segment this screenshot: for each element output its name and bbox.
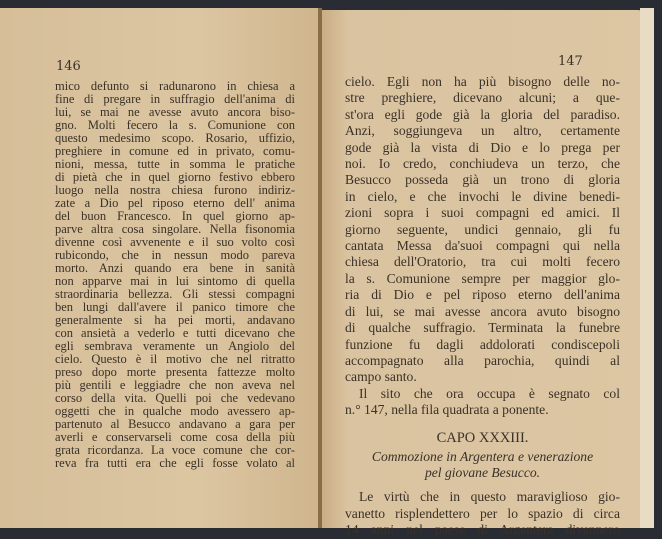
text-line: più gentili e leggiadre che non aveva nel bbox=[55, 378, 295, 392]
text-line: giorno seguente, undici gennaio, gli fu bbox=[345, 221, 620, 237]
text-line: reva fra tutti era che egli fosse volato al bbox=[55, 456, 295, 470]
left-page-text bbox=[55, 80, 295, 470]
chapter-heading: CAPO XXXIII. bbox=[436, 429, 529, 446]
text-line: n.° 147, nella fila quadrata a ponente. bbox=[345, 402, 549, 418]
text-line: ben lungi dall'avere il panico timore che bbox=[55, 300, 295, 314]
text-line: gode già la vista di Dio e lo prega per bbox=[345, 139, 620, 155]
text-line: non apparve mai in lui sintomo di quella bbox=[55, 274, 295, 288]
text-line: stre preghiere, dicevano alcuni; a que- bbox=[345, 90, 620, 106]
text-line: accompagnato alla parochia, quindi al bbox=[345, 352, 620, 368]
paragraph bbox=[345, 74, 620, 386]
text-line: egli sembrava veramente un Angiolo del bbox=[55, 339, 295, 353]
text-line: del buon Francesco. In quel giorno ap- bbox=[55, 209, 295, 223]
text-line: preso dopo morte presenta fattezze molto bbox=[55, 365, 295, 379]
text-line: oggetti che in qualche modo avessero ap- bbox=[55, 404, 295, 418]
text-line: preghiere in comune ed in privato, comu- bbox=[55, 144, 295, 158]
text-line: di pietà che in quel giorno festivo ebbero bbox=[55, 170, 295, 184]
text-line: morto. Anzi quando era bene in sanità bbox=[55, 261, 295, 275]
text-line: averli e conservarseli come cosa della più bbox=[55, 430, 295, 444]
page-edges bbox=[640, 8, 654, 528]
text-line: chiesa dell'Oratorio, tra cui molti fecero bbox=[345, 254, 620, 270]
text-line: noi. Io credo, conchiudeva un terzo, che bbox=[345, 156, 620, 172]
text-line: generalmente si ha pei morti, andavano bbox=[55, 313, 295, 327]
text-line: luogo nella nostra chiesa furono indiriz- bbox=[55, 183, 295, 197]
text-line: ria di Dio e pel riposo eterno dell'anima bbox=[345, 287, 620, 303]
text-line: Il sito che ora occupa è segnato col bbox=[359, 385, 620, 401]
text-line: st'ora egli gode già la gloria del paradiso. bbox=[345, 106, 620, 122]
chapter-title-line: pel giovane Besucco. bbox=[424, 464, 541, 480]
text-line: in cielo, e che invochi le divine benedi- bbox=[345, 188, 620, 204]
paragraph bbox=[345, 386, 620, 419]
text-line: cantata Messa da'suoi compagni qui nella bbox=[345, 238, 620, 254]
text-line: di qualche suffragio. Terminata la funebre bbox=[345, 320, 620, 336]
text-line: vanetto risplendettero per lo spazio di circa bbox=[345, 505, 620, 521]
page-number-left: 146 bbox=[56, 59, 81, 74]
paragraph bbox=[345, 489, 620, 538]
text-line: di lui, se mai avesse ancora avuto bisogno bbox=[345, 303, 620, 319]
text-line: zate a Dio pel riposo eterno dell' anima bbox=[55, 196, 295, 210]
text-line: cielo. Questo è il motivo che nel ritratto bbox=[55, 352, 295, 366]
text-line: straordinaria bellezza. Gli stessi compagni bbox=[55, 287, 295, 301]
text-line: questo medesimo scopo. Rosario, uffizio, bbox=[55, 131, 295, 145]
chapter-title-line: Commozione in Argentera e venerazione bbox=[371, 448, 594, 464]
text-line: grata ricordanza. La voce comune che cor- bbox=[55, 443, 295, 457]
text-line: partenuto al Besucco andavano a gara per bbox=[55, 417, 295, 431]
text-line: lui, se mai ne avesse avuto ancora biso- bbox=[55, 105, 295, 119]
text-line: corso della vita. Quelli poi che vedevano bbox=[55, 391, 295, 405]
chapter-title bbox=[345, 449, 620, 482]
text-line: parve altra cosa singolare. Nella fisonomia bbox=[55, 222, 295, 236]
text-line: zioni sopra i suoi compagni ed amici. Il bbox=[345, 205, 620, 221]
book-gutter bbox=[318, 8, 322, 528]
text-line: Le virtù che in questo maraviglioso gio- bbox=[359, 489, 620, 505]
text-line: Anzi, soggiungeva un altro, certamente bbox=[345, 123, 620, 139]
text-line: Besucco posseda già un trono di gloria bbox=[345, 172, 620, 188]
text-line: funzione fu dagli addolorati condiscepoli bbox=[345, 336, 620, 352]
text-line: con ansietà a vederlo e tutti dicevano che bbox=[55, 326, 295, 340]
text-line: gno. Molti fecero la s. Comunione con bbox=[55, 118, 295, 132]
text-line: 14 anni nel paese di Argentera divennero bbox=[345, 522, 620, 538]
text-line: nioni, messa, tutte in somma le pratiche bbox=[55, 157, 295, 171]
text-line: divenne così avvenente e il suo volto così bbox=[55, 235, 295, 249]
text-line: fine di pregare in suffragio dell'anima di bbox=[55, 92, 295, 106]
text-line: la s. Comunione sempre per maggior glo- bbox=[345, 270, 620, 286]
text-line: rubicondo, che in nessun modo pareva bbox=[55, 248, 295, 262]
right-page-text bbox=[345, 74, 620, 539]
page-number-right: 147 bbox=[558, 54, 583, 69]
text-line: mico defunto si radunarono in chiesa a bbox=[55, 79, 295, 93]
text-line: campo santo. bbox=[345, 369, 417, 385]
text-line: cielo. Egli non ha più bisogno delle no- bbox=[345, 74, 620, 89]
